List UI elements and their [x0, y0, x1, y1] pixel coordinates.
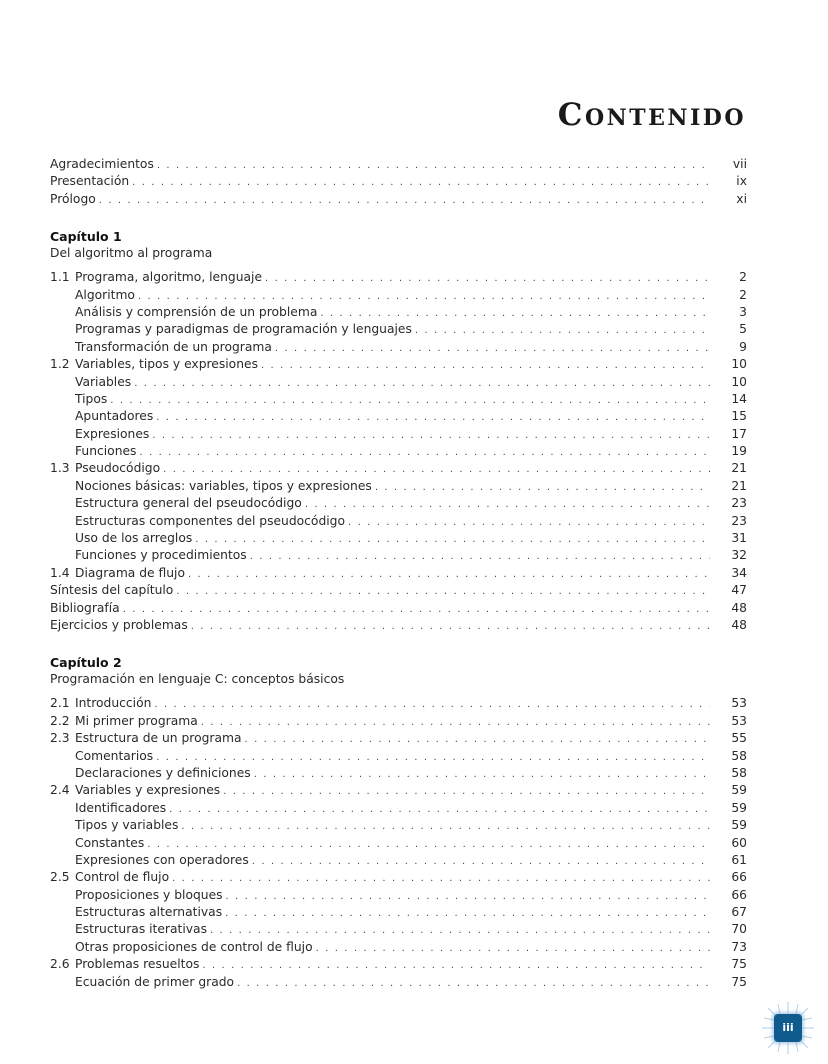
- toc-entry-label: Otras proposiciones de control de flujo: [75, 939, 313, 954]
- toc-entry: [50, 939, 747, 956]
- toc-entry: [50, 156, 747, 173]
- toc-entry: [50, 695, 747, 712]
- toc-entry: [50, 530, 747, 547]
- toc-entry: [50, 495, 747, 512]
- toc-entry-number: 2.1: [50, 696, 70, 711]
- dot-leader: [245, 731, 710, 747]
- toc-entry: [50, 356, 747, 373]
- toc-entry-label: Programa, algoritmo, lenguaje: [75, 270, 263, 285]
- chapter-heading: [50, 228, 747, 262]
- chapter-entries: [50, 269, 747, 634]
- dot-leader: [176, 583, 710, 599]
- toc-entry-number: 1.4: [50, 565, 70, 580]
- dot-leader: [139, 444, 710, 460]
- toc-entry: [50, 374, 747, 391]
- toc-entry-page: 48: [731, 617, 747, 632]
- toc-entry-page: 23: [731, 496, 747, 511]
- toc-entry-label: Agradecimientos: [50, 157, 154, 171]
- chapters: [50, 228, 747, 991]
- dot-leader: [226, 888, 710, 904]
- toc-entry-page: 75: [731, 957, 747, 972]
- toc-entry-page: 55: [731, 731, 747, 746]
- dot-leader: [415, 322, 710, 338]
- toc-entry-label: Uso de los arreglos: [75, 531, 193, 546]
- toc-entry-page: 31: [731, 531, 747, 546]
- toc-entry-page: 10: [731, 357, 747, 372]
- toc-entry-page: 58: [731, 748, 747, 763]
- toc-entry: [50, 835, 747, 852]
- toc-entry-page: 60: [731, 835, 747, 850]
- toc-entry-label: Nociones básicas: variables, tipos y expresiones: [75, 478, 372, 493]
- dot-leader: [375, 479, 710, 495]
- toc-entry-label: Introducción: [75, 696, 152, 711]
- toc-entry-label: Estructura general del pseudocódigo: [75, 496, 302, 511]
- toc-entry-label: Mi primer programa: [75, 713, 198, 728]
- toc-entry-page: 66: [731, 870, 747, 885]
- toc-entry: [50, 582, 747, 599]
- dot-leader: [156, 409, 710, 425]
- dot-leader: [181, 818, 710, 834]
- chapter-label: Capítulo 1: [50, 229, 122, 245]
- toc-entry: [50, 321, 747, 338]
- toc-entry-page: 19: [731, 444, 747, 459]
- toc-entry: [50, 478, 747, 495]
- chapter-entries: [50, 695, 747, 991]
- dot-leader: [225, 905, 710, 921]
- toc-entry-number: 1.2: [50, 357, 70, 372]
- toc-entry-label: Expresiones: [75, 426, 150, 441]
- toc-entry: [50, 852, 747, 869]
- toc-entry-label: Control de flujo: [75, 870, 170, 885]
- toc-entry-label: Prólogo: [50, 191, 96, 206]
- dot-leader: [188, 566, 710, 582]
- dot-leader: [132, 174, 710, 190]
- chapter-heading: [50, 654, 747, 688]
- dot-leader: [147, 836, 710, 852]
- toc-entry-page: 58: [731, 765, 747, 780]
- dot-leader: [250, 548, 710, 564]
- toc-entry: [50, 513, 747, 530]
- toc-entry-page: 75: [731, 974, 747, 989]
- toc-entry-page: 61: [731, 852, 747, 867]
- toc-entry-page: 9: [739, 339, 747, 354]
- toc-entry-page: 53: [731, 713, 747, 728]
- toc-entry-label: Funciones y procedimientos: [75, 548, 247, 563]
- toc-entry-page: 2: [739, 270, 747, 285]
- dot-leader: [202, 957, 710, 973]
- toc-entry-page: 47: [731, 583, 747, 598]
- toc-entry-page: xi: [736, 191, 747, 206]
- toc-entry: [50, 617, 747, 634]
- toc-entry-number: 2.3: [50, 731, 70, 746]
- toc-entry-label: Estructuras componentes del pseudocódigo: [75, 513, 346, 528]
- dot-leader: [99, 192, 710, 208]
- toc-entry-page: 3: [739, 304, 747, 319]
- toc-entry-label: Expresiones con operadores: [75, 852, 249, 867]
- dot-leader: [157, 157, 710, 173]
- page-number: iii: [774, 1014, 802, 1042]
- toc-entry: [50, 600, 747, 617]
- toc-entry-label: Tipos y variables: [75, 818, 179, 833]
- dot-leader: [305, 496, 710, 512]
- toc-entry-label: Comentarios: [75, 748, 154, 763]
- toc-entry-label: Constantes: [75, 835, 145, 850]
- toc-entry-label: Programas y paradigmas de programación y lenguajes: [75, 322, 412, 337]
- chapter-label: Capítulo 2: [50, 655, 122, 671]
- toc-entry-page: 53: [731, 696, 747, 711]
- dot-leader: [152, 427, 710, 443]
- toc-entry-label: Algoritmo: [75, 287, 135, 302]
- toc-entry-page: vii: [732, 157, 747, 171]
- toc-entry-label: Proposiciones y bloques: [75, 887, 223, 902]
- toc-entry-label: Variables: [75, 374, 132, 389]
- dot-leader: [110, 392, 710, 408]
- toc-entry-number: 1.1: [50, 270, 70, 285]
- toc-entry: [50, 304, 747, 321]
- toc-entry: [50, 339, 747, 356]
- toc-entry-label: Pseudocódigo: [75, 461, 161, 476]
- dot-leader: [275, 340, 710, 356]
- dot-leader: [172, 870, 710, 886]
- dot-leader: [163, 461, 710, 477]
- toc-entry: [50, 748, 747, 765]
- toc-entry-page: 15: [731, 409, 747, 424]
- toc-entry: [50, 904, 747, 921]
- toc-entry: [50, 730, 747, 747]
- toc-entry: [50, 287, 747, 304]
- toc-entry-page: 10: [731, 374, 747, 389]
- toc-entry-label: Apuntadores: [75, 409, 154, 424]
- dot-leader: [210, 922, 710, 938]
- toc-entry: [50, 191, 747, 208]
- toc-entry-label: Variables y expresiones: [75, 783, 221, 798]
- dot-leader: [123, 601, 710, 617]
- dot-leader: [254, 766, 710, 782]
- toc-entry-page: 48: [731, 600, 747, 615]
- chapter-subtitle: Programación en lenguaje C: conceptos básicos: [50, 672, 345, 687]
- toc-entry-label: Identificadores: [75, 800, 167, 815]
- toc-entry-page: 21: [731, 461, 747, 476]
- dot-leader: [320, 305, 710, 321]
- dot-leader: [348, 514, 710, 530]
- toc-entry: [50, 782, 747, 799]
- toc-entry-number: 2.4: [50, 783, 70, 798]
- toc-entry-page: 23: [731, 513, 747, 528]
- toc-entry-label: Problemas resueltos: [75, 957, 200, 972]
- toc-entry-page: ix: [736, 174, 747, 189]
- toc-entry-page: 67: [731, 905, 747, 920]
- toc-entry: [50, 408, 747, 425]
- toc-entry-page: 59: [731, 800, 747, 815]
- dot-leader: [138, 288, 710, 304]
- dot-leader: [201, 714, 710, 730]
- toc-entry-label: Transformación de un programa: [75, 339, 272, 354]
- toc-entry-number: 2.6: [50, 957, 70, 972]
- toc-entry-label: Síntesis del capítulo: [50, 583, 174, 598]
- toc-entry: [50, 956, 747, 973]
- toc-entry: [50, 713, 747, 730]
- toc-entry-label: Estructuras alternativas: [75, 905, 223, 920]
- toc-entry-number: 1.3: [50, 461, 70, 476]
- toc-entry: [50, 765, 747, 782]
- toc-entry-page: 73: [731, 939, 747, 954]
- toc-entry-page: 59: [731, 783, 747, 798]
- toc-entry-label: Ecuación de primer grado: [75, 974, 235, 989]
- toc-entry-label: Variables, tipos y expresiones: [75, 357, 258, 372]
- toc-entry-page: 32: [731, 548, 747, 563]
- dot-leader: [223, 783, 710, 799]
- toc-entry-page: 17: [731, 426, 747, 441]
- dot-leader: [252, 853, 710, 869]
- toc-entry: [50, 426, 747, 443]
- toc-entry: [50, 800, 747, 817]
- toc-entry: [50, 921, 747, 938]
- dot-leader: [169, 801, 710, 817]
- toc-entry: [50, 443, 747, 460]
- toc-entry: [50, 817, 747, 834]
- dot-leader: [154, 696, 710, 712]
- toc-entry-page: 59: [731, 818, 747, 833]
- toc-entry-label: Bibliografía: [50, 600, 120, 615]
- toc-entry: [50, 391, 747, 408]
- toc-entry-page: 34: [731, 565, 747, 580]
- toc-entry-label: Estructura de un programa: [75, 731, 242, 746]
- dot-leader: [265, 270, 710, 286]
- toc-entry-page: 70: [731, 922, 747, 937]
- dot-leader: [156, 749, 710, 765]
- table-of-contents: [50, 156, 747, 991]
- front-matter: [50, 156, 747, 208]
- dot-leader: [261, 357, 710, 373]
- toc-entry-number: 2.5: [50, 870, 70, 885]
- toc-entry-label: Diagrama de flujo: [75, 565, 185, 580]
- toc-entry: [50, 173, 747, 190]
- toc-entry-page: 5: [739, 322, 747, 337]
- dot-leader: [237, 975, 710, 991]
- toc-entry-page: 21: [731, 478, 747, 493]
- page-title: Contenido: [557, 97, 746, 133]
- toc-entry-label: Declaraciones y definiciones: [75, 765, 251, 780]
- toc-entry: [50, 869, 747, 886]
- toc-entry-label: Análisis y comprensión de un problema: [75, 304, 318, 319]
- dot-leader: [134, 375, 710, 391]
- page-number-badge: [760, 1000, 816, 1056]
- toc-entry-label: Tipos: [75, 391, 108, 406]
- dot-leader: [316, 940, 710, 956]
- toc-entry-page: 14: [731, 391, 747, 406]
- toc-entry-label: Ejercicios y problemas: [50, 617, 188, 632]
- toc-entry: [50, 974, 747, 991]
- toc-entry-page: 66: [731, 887, 747, 902]
- toc-entry: [50, 269, 747, 286]
- toc-entry: [50, 547, 747, 564]
- toc-entry-label: Funciones: [75, 444, 137, 459]
- toc-entry-label: Estructuras iterativas: [75, 922, 207, 937]
- toc-entry: [50, 887, 747, 904]
- toc-entry-label: Presentación: [50, 174, 130, 189]
- toc-entry: [50, 565, 747, 582]
- chapter-subtitle: Del algoritmo al programa: [50, 246, 213, 261]
- dot-leader: [191, 618, 710, 634]
- toc-entry-page: 2: [739, 287, 747, 302]
- toc-entry-number: 2.2: [50, 713, 70, 728]
- toc-entry: [50, 460, 747, 477]
- dot-leader: [195, 531, 710, 547]
